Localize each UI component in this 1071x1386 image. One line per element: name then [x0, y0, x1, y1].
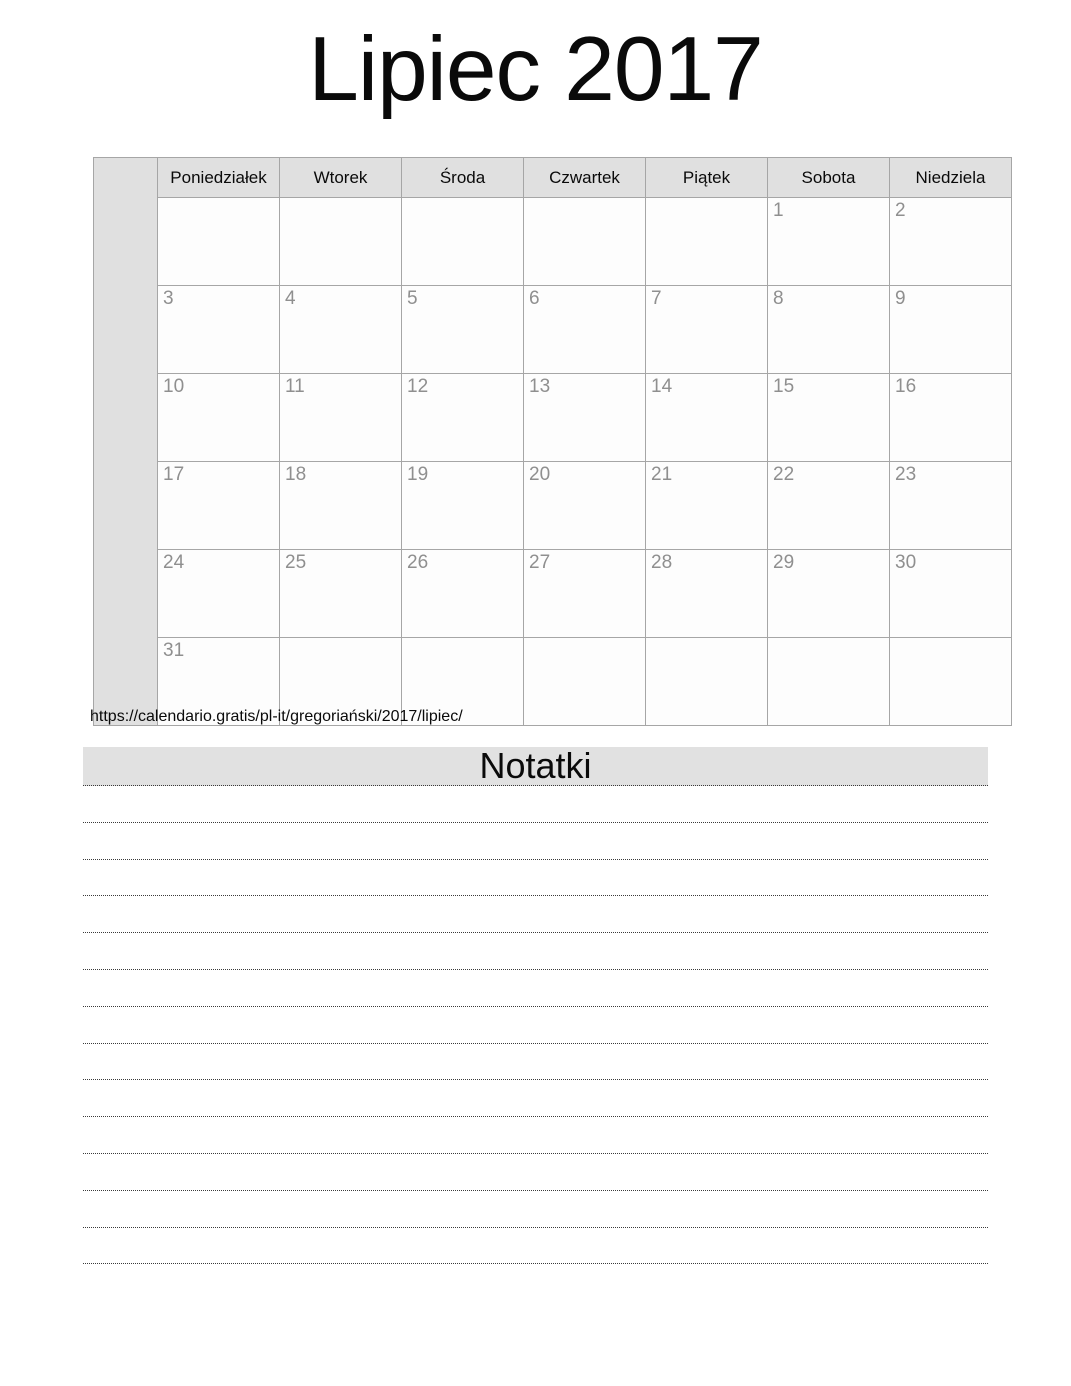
- calendar-empty-cell: [646, 638, 768, 726]
- calendar-day-cell: 15: [768, 374, 890, 462]
- weekday-header: Niedziela: [890, 158, 1012, 198]
- calendar-day-cell: 12: [402, 374, 524, 462]
- note-line: [83, 933, 988, 970]
- calendar-week-row: [94, 374, 1012, 462]
- note-line: [83, 1191, 988, 1228]
- calendar-day-cell: 25: [280, 550, 402, 638]
- note-line: [83, 1228, 988, 1265]
- calendar-day-cell: 11: [280, 374, 402, 462]
- calendar-day-cell: 30: [890, 550, 1012, 638]
- calendar-day-cell: 16: [890, 374, 1012, 462]
- calendar-day-cell: 24: [158, 550, 280, 638]
- calendar-day-cell: 5: [402, 286, 524, 374]
- weekday-header: Czwartek: [524, 158, 646, 198]
- calendar-week-row: [94, 462, 1012, 550]
- week-spacer-column: [94, 158, 158, 726]
- note-line: [83, 1154, 988, 1191]
- calendar-day-cell: 9: [890, 286, 1012, 374]
- calendar-empty-cell: [280, 198, 402, 286]
- note-line: [83, 786, 988, 823]
- calendar-week-row: [94, 198, 1012, 286]
- note-line: [83, 1044, 988, 1081]
- calendar-empty-cell: [890, 638, 1012, 726]
- calendar-empty-cell: [768, 638, 890, 726]
- note-line: [83, 1007, 988, 1044]
- notes-lines: [83, 786, 988, 1264]
- weekday-header: Środa: [402, 158, 524, 198]
- calendar-day-cell: 8: [768, 286, 890, 374]
- calendar-day-cell: 14: [646, 374, 768, 462]
- weekday-header: Wtorek: [280, 158, 402, 198]
- calendar-empty-cell: [524, 198, 646, 286]
- notes-header-band: [83, 747, 988, 786]
- calendar-day-cell: 13: [524, 374, 646, 462]
- calendar-header-row: [94, 158, 1012, 198]
- weekday-header: Sobota: [768, 158, 890, 198]
- calendar-day-cell: 23: [890, 462, 1012, 550]
- calendar-body: [94, 158, 1012, 726]
- calendar-day-cell: 2: [890, 198, 1012, 286]
- calendar-day-cell: 29: [768, 550, 890, 638]
- calendar-day-cell: 20: [524, 462, 646, 550]
- page-title: Lipiec 2017: [308, 19, 763, 120]
- note-line: [83, 896, 988, 933]
- weekday-header: Poniedziałek: [158, 158, 280, 198]
- calendar-day-cell: 18: [280, 462, 402, 550]
- calendar: [93, 157, 1012, 726]
- calendar-day-cell: 6: [524, 286, 646, 374]
- weekday-header: Piątek: [646, 158, 768, 198]
- calendar-day-cell: 19: [402, 462, 524, 550]
- calendar-table: [93, 157, 1012, 726]
- calendar-day-cell: 3: [158, 286, 280, 374]
- note-line: [83, 970, 988, 1007]
- calendar-day-cell: 27: [524, 550, 646, 638]
- note-line: [83, 823, 988, 860]
- notes-section: [83, 747, 988, 1264]
- calendar-day-cell: 22: [768, 462, 890, 550]
- calendar-day-cell: 28: [646, 550, 768, 638]
- notes-heading: Notatki: [479, 745, 592, 786]
- calendar-day-cell: 17: [158, 462, 280, 550]
- calendar-day-cell: 4: [280, 286, 402, 374]
- calendar-empty-cell: [158, 198, 280, 286]
- calendar-day-cell: 26: [402, 550, 524, 638]
- note-line: [83, 860, 988, 897]
- calendar-day-cell: 10: [158, 374, 280, 462]
- calendar-day-cell: 7: [646, 286, 768, 374]
- note-line: [83, 1117, 988, 1154]
- note-line: [83, 1080, 988, 1117]
- calendar-empty-cell: [402, 198, 524, 286]
- calendar-empty-cell: [646, 198, 768, 286]
- calendar-week-row: [94, 286, 1012, 374]
- source-url: https://calendario.gratis/pl-it/gregoriański/2017/lipiec/: [90, 708, 463, 725]
- calendar-empty-cell: [524, 638, 646, 726]
- calendar-day-cell: 1: [768, 198, 890, 286]
- calendar-day-cell: 21: [646, 462, 768, 550]
- calendar-day-cell: 31: [158, 638, 280, 726]
- calendar-week-row: [94, 550, 1012, 638]
